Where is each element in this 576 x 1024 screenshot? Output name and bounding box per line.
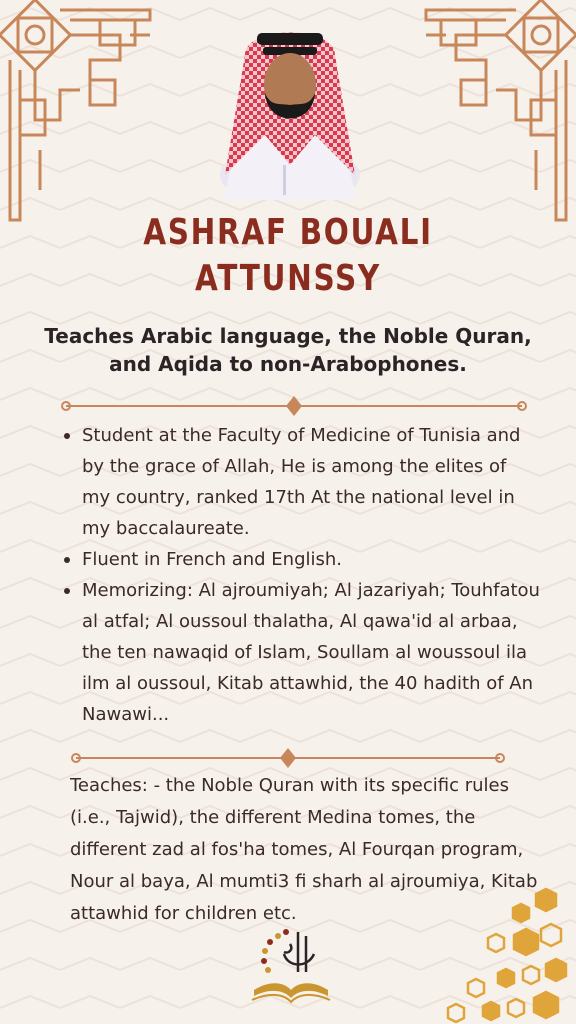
bullet-dot [64,433,70,439]
list-item-text: Memorizing: Al ajroumiyah; Al jazariyah; Touhfatou al atfal; Al oussoul thalatha, Al qawa'id al arbaa, the ten nawaqid of Islam, Soullam al woussoul ila ilm al oussoul, Kitab attawhid, the 40 hadith of An Nawawi... [82,580,540,725]
bullet-list [62,420,540,730]
list-item [62,575,540,730]
avatar-icon [205,15,375,200]
list-item-text: Student at the Faculty of Medicine of Tunisia and by the grace of Allah, He is among the elites of my country, ranked 17th At the national level in my baccalaureate. [82,425,521,539]
divider-diamond-icon [60,394,528,418]
name-line-2: ATTUNSSY [195,258,381,299]
bullet-dot [64,557,70,563]
teaches-paragraph: Teaches: - the Noble Quran with its specific rules (i.e., Tajwid), the different Medina tomes, the different zad al fos'ha tomes, Al Fourqan program, Nour al baya, Al mumti3 fi sharh al ajroumiya, Kitab attawhid for children etc. [70,775,538,924]
bullet-dot [64,588,70,594]
list-item-text: Fluent in French and English. [82,549,343,570]
hexagon-pattern-icon [436,874,576,1024]
divider-diamond-icon [70,746,506,770]
tagline: Teaches Arabic language, the Noble Quran, and Aqida to non-Arabophones. [44,324,532,376]
name-line-1: ASHRAF BOUALI [143,212,433,253]
corner-ornament-icon [0,0,160,230]
list-item [62,544,540,575]
logo-icon [248,924,334,1010]
list-item [62,420,540,544]
corner-ornament-icon [416,0,576,230]
